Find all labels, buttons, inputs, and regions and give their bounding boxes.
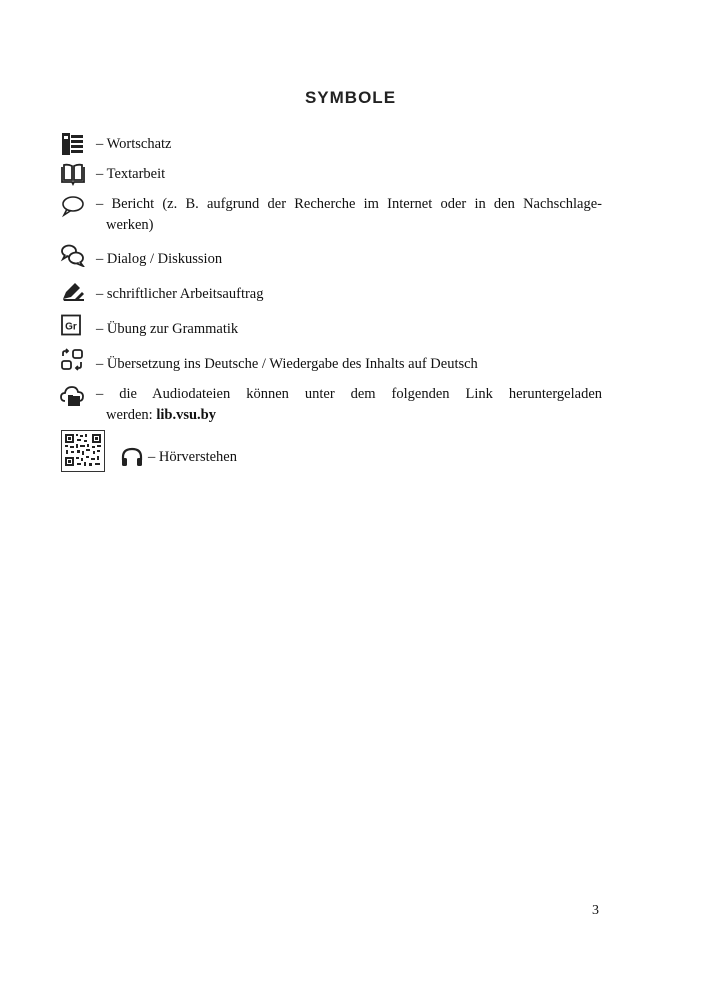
audio-line-1: – die Audiodateien können unter dem folgenden Link heruntergeladen	[96, 386, 602, 402]
symbol-text-grammar: – Übung zur Grammatik	[96, 321, 239, 337]
speech-bubble-icon	[60, 194, 86, 218]
symbol-text-reading: – Textarbeit	[96, 166, 166, 182]
cloud-download-icon	[60, 384, 86, 408]
grammar-icon	[60, 314, 86, 338]
symbol-text-vocabulary: – Wortschatz	[96, 136, 172, 152]
qr-code-image	[61, 430, 105, 472]
headphones-icon	[120, 446, 144, 468]
dialog-bubbles-icon	[60, 243, 86, 267]
symbol-text-audio-files	[96, 384, 602, 426]
audio-line-2-prefix: werden:	[106, 407, 157, 423]
grammar-icon-label: Gr	[65, 321, 77, 333]
page-title: SYMBOLE	[304, 88, 397, 107]
vocabulary-icon	[60, 132, 86, 156]
audio-download-link[interactable]: lib.vsu.by	[156, 407, 216, 423]
page-number: 3	[592, 903, 599, 918]
symbol-text-report	[96, 194, 602, 236]
book-icon	[60, 162, 86, 186]
report-line-1: – Bericht (z. B. aufgrund der Recherche im Internet oder in den Nachschlage-	[96, 196, 602, 212]
symbol-text-dialog: – Dialog / Diskussion	[96, 251, 223, 267]
report-line-2: werken)	[106, 217, 154, 233]
symbol-text-listening: – Hörverstehen	[148, 449, 237, 465]
symbol-text-translation: – Übersetzung ins Deutsche / Wiedergabe des Inhalts auf Deutsch	[96, 356, 478, 372]
pencil-icon	[60, 280, 86, 304]
symbol-text-writing: – schriftlicher Arbeitsauftrag	[96, 286, 264, 302]
audio-line-2	[96, 405, 602, 426]
translation-icon	[60, 348, 86, 372]
